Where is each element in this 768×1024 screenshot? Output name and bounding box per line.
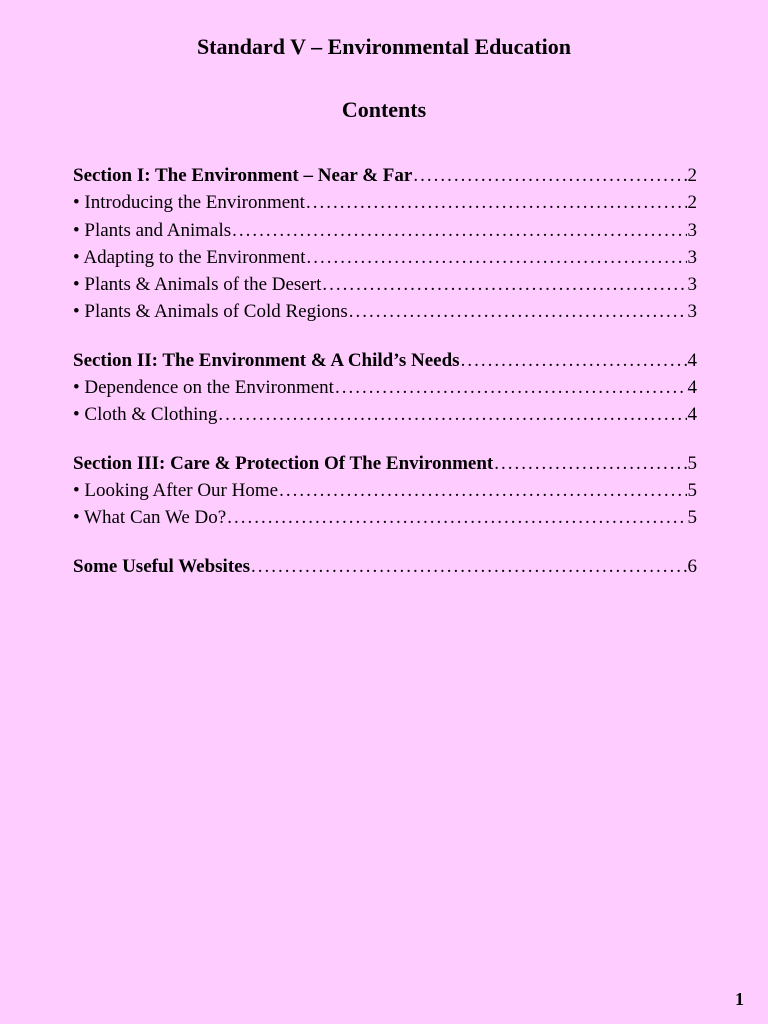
- toc-page-number: 5: [687, 479, 697, 501]
- toc-entry[interactable]: [73, 374, 697, 401]
- toc-page-number: 2: [687, 192, 697, 214]
- toc-heading-label: Some Useful Websites: [73, 555, 250, 577]
- toc-page-number: 5: [687, 507, 697, 529]
- toc-page-number: 4: [687, 377, 697, 399]
- toc-entry-label: • Plants & Animals of the Desert: [73, 274, 322, 296]
- toc-page-number: 6: [687, 555, 697, 577]
- toc-section-2: [73, 347, 697, 429]
- toc-section-4: [73, 553, 697, 580]
- toc-entry[interactable]: [73, 217, 697, 244]
- toc-heading-label: Section I: The Environment – Near & Far: [73, 165, 413, 186]
- toc-leader-dots: [494, 450, 686, 477]
- toc-leader-dots: [335, 374, 687, 401]
- page-title: Standard V – Environmental Education: [196, 34, 572, 59]
- toc-entry-label: • Plants and Animals: [73, 219, 232, 241]
- toc-heading-label: Section II: The Environment & A Child’s Needs: [73, 349, 460, 371]
- toc-leader-dots: [306, 189, 687, 216]
- toc-page-number: 5: [687, 452, 697, 474]
- toc-heading-label: Section III: Care & Protection Of The Environment: [73, 452, 494, 474]
- toc-entry-label: • Dependence on the Environment: [73, 377, 334, 399]
- toc-section-heading[interactable]: [73, 450, 697, 477]
- toc-section-heading[interactable]: [73, 162, 697, 189]
- toc-leader-dots: [349, 298, 687, 325]
- page-number: 1: [735, 989, 744, 1009]
- toc-entry-label: • What Can We Do?: [73, 507, 227, 529]
- toc-entry-label: • Looking After Our Home: [73, 479, 279, 501]
- toc-section-3: [73, 450, 697, 532]
- toc-page-number: 3: [687, 246, 697, 268]
- toc-page-number: 2: [687, 165, 697, 186]
- toc-entry-label: • Plants & Animals of Cold Regions: [73, 301, 348, 323]
- toc-entry[interactable]: [73, 504, 697, 531]
- toc-leader-dots: [307, 244, 687, 271]
- toc-section-heading[interactable]: [73, 553, 697, 580]
- toc-leader-dots: [232, 217, 686, 244]
- toc-entry-label: • Introducing the Environment: [73, 192, 305, 214]
- toc-leader-dots: [461, 347, 687, 374]
- toc-leader-dots: [279, 477, 686, 504]
- toc-leader-dots: [413, 162, 686, 189]
- toc-entry[interactable]: [73, 244, 697, 271]
- toc-page-number: 3: [687, 301, 697, 323]
- toc-page-number: 3: [687, 219, 697, 241]
- toc-page-number: 4: [687, 349, 697, 371]
- toc-leader-dots: [251, 553, 687, 580]
- table-of-contents: [73, 162, 697, 601]
- toc-page-number: 3: [687, 274, 697, 296]
- toc-leader-dots: [218, 401, 686, 428]
- toc-entry[interactable]: [73, 298, 697, 325]
- toc-entry[interactable]: [73, 401, 697, 428]
- toc-entry-label: • Adapting to the Environment: [73, 246, 306, 268]
- toc-section-heading[interactable]: [73, 347, 697, 374]
- toc-entry[interactable]: [73, 477, 697, 504]
- toc-entry[interactable]: [73, 271, 697, 298]
- toc-section-1: [73, 162, 697, 326]
- toc-entry[interactable]: [73, 189, 697, 216]
- toc-leader-dots: [322, 271, 686, 298]
- toc-page-number: 4: [687, 404, 697, 426]
- toc-leader-dots: [227, 504, 686, 531]
- toc-entry-label: • Cloth & Clothing: [73, 404, 218, 426]
- contents-heading: Contents: [341, 97, 427, 122]
